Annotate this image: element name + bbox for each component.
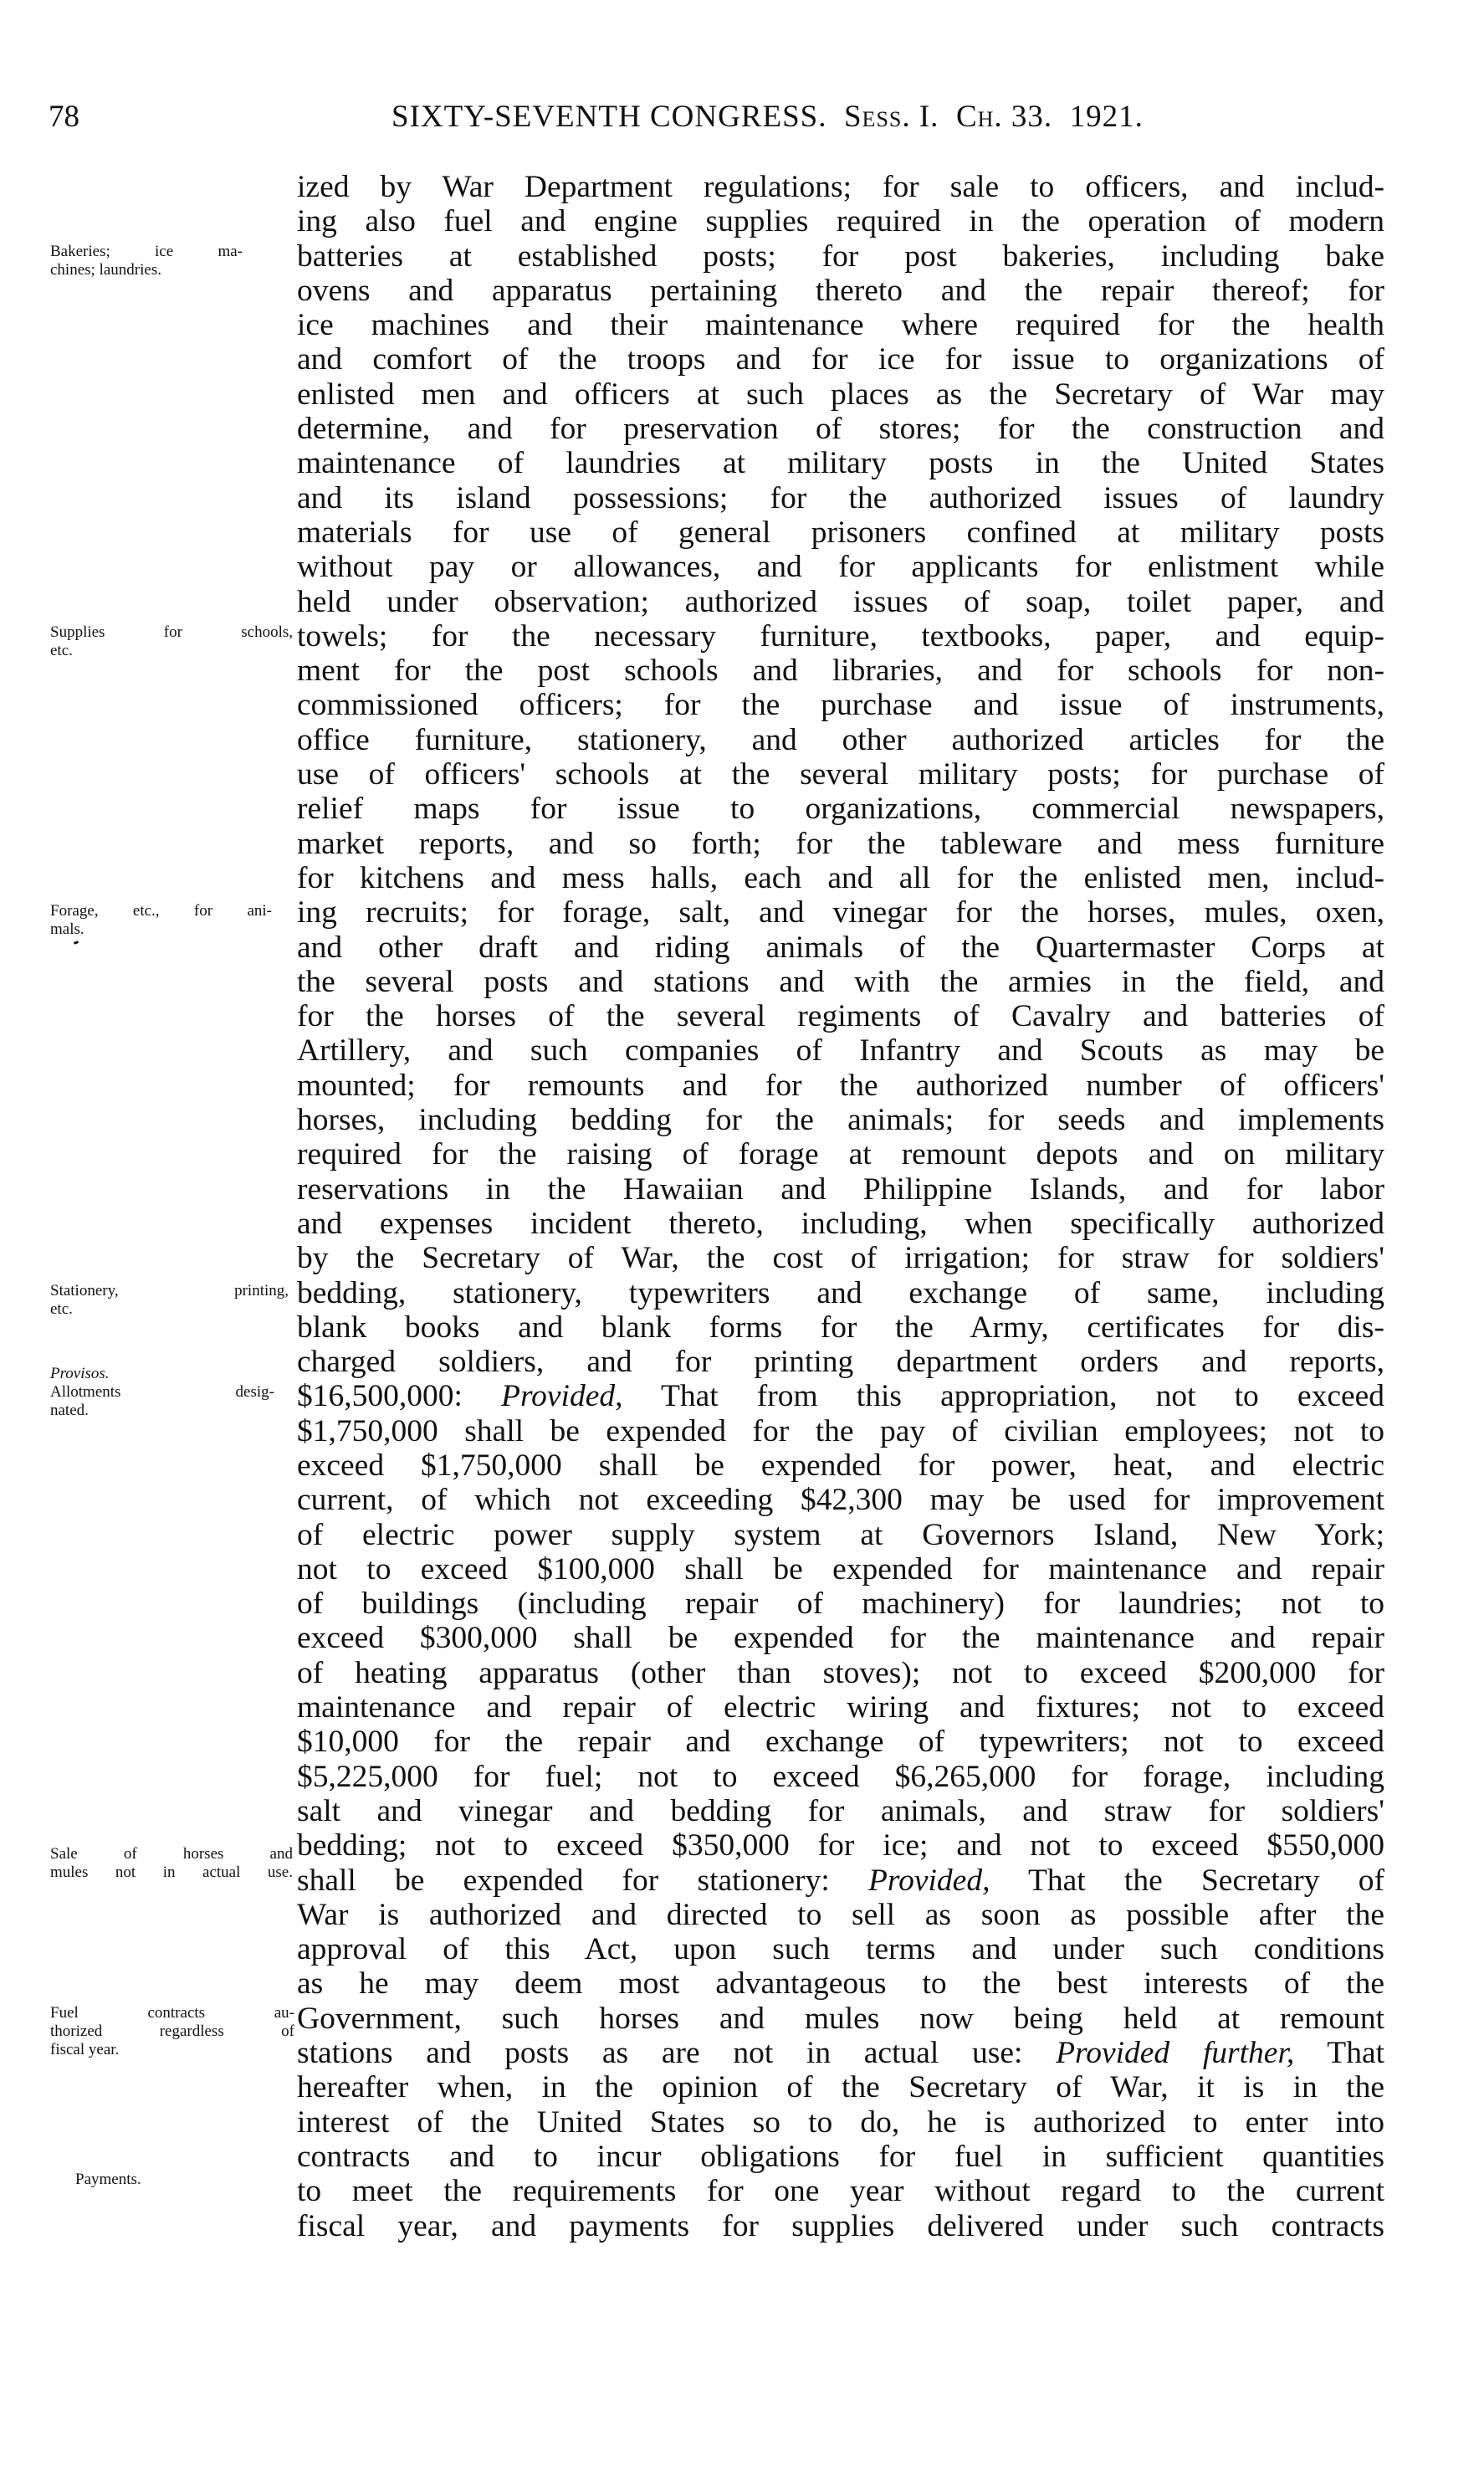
proviso-text: shall be expended for stationery: [297,1863,868,1898]
chapter-label: Ch. 33. [955,100,1053,134]
margin-note-line: Sale of horses and [50,1845,293,1863]
text-line: ing recruits; for forage, salt, and vinegar for the horses, mules, oxen, [297,895,1384,930]
margin-note-allotments [50,1383,274,1420]
text-line: maintenance of laundries at military posts in the United States [297,446,1384,481]
proviso-italic: Provided further, [1056,2036,1295,2071]
margin-note-line: mals. [50,920,84,938]
text-line: blank books and blank forms for the Army, certificates for dis- [297,1310,1384,1345]
text-line: required for the raising of forage at remount depots and on military [297,1137,1384,1172]
margin-note-line: nated. [50,1402,89,1419]
text-line: materials for use of general prisoners confined at military posts [297,515,1384,550]
text-line: enlisted men and officers at such places as the Secretary of War may [297,377,1384,412]
text-line: reservations in the Hawaiian and Philippine Islands, and for labor [297,1171,1384,1207]
session-label: Sess. I. [843,100,939,134]
margin-note-line: Forage, etc., for ani- [50,902,272,920]
text-line: ment for the post schools and libraries, and for schools for non- [297,654,1384,689]
margin-note-stationery [50,1282,289,1319]
body-text [297,170,1384,2243]
text-line: commissioned officers; for the purchase and issue of instruments, [297,688,1384,723]
proviso-text: That [1294,2036,1385,2071]
text-line: relief maps for issue to organizations, commercial newspapers, [297,792,1384,827]
text-line: and comfort of the troops and for ice for issue to organizations of [297,342,1384,377]
proviso-text: That the Secretary of [990,1863,1384,1898]
text-line: by the Secretary of War, the cost of irrigation; for straw for soldiers' [297,1241,1384,1276]
text-line: $5,225,000 for fuel; not to exceed $6,265,000 for forage, including [297,1759,1384,1794]
text-line: for the horses of the several regiments of Cavalry and batteries of [297,999,1384,1034]
header-year: 1921. [1069,100,1144,134]
text-line: charged soldiers, and for printing department orders and reports, [297,1345,1384,1380]
text-line: $10,000 for the repair and exchange of typewriters; not to exceed [297,1725,1384,1760]
text-line: horses, including bedding for the animals; for seeds and implements [297,1103,1384,1138]
text-line: without pay or allowances, and for applicants for enlistment while [297,550,1384,585]
margin-note-forage [50,902,272,939]
text-line: current, of which not exceeding $42,300 may be used for improvement [297,1483,1384,1518]
text-line: held under observation; authorized issues of soap, toilet paper, and [297,584,1384,619]
text-line: hereafter when, in the opinion of the Secretary of War, it is in the [297,2070,1384,2105]
margin-note-line: Bakeries; ice ma- [50,243,243,260]
page-number: 78 [49,100,79,134]
text-line: Government, such horses and mules now being held at remount [297,2001,1384,2036]
text-line: approval of this Act, upon such terms and under such conditions [297,1932,1384,1967]
margin-note-line: Stationery, printing, [50,1282,289,1300]
text-line: Artillery, and such companies of Infantry and Scouts as may be [297,1033,1384,1069]
text-line: the several posts and stations and with the armies in the field, and [297,964,1384,999]
text-line: as he may deem most advantageous to the best interests of the [297,1966,1384,2002]
text-line: bedding, stationery, typewriters and exchange of same, including [297,1275,1384,1310]
margin-note-line: Allotments desig- [50,1383,274,1401]
running-head [391,92,1144,142]
provisos-label: Provisos. [50,1365,110,1382]
text-line: not to exceed $100,000 shall be expended for maintenance and repair [297,1551,1384,1587]
text-line: bedding; not to exceed $350,000 for ice; and not to exceed $550,000 [297,1828,1384,1863]
margin-note-line: Payments. [75,2171,141,2188]
text-line: maintenance and repair of electric wiring and fixtures; not to exceed [297,1690,1384,1725]
text-line: ovens and apparatus pertaining thereto and the repair thereof; for [297,273,1384,308]
proviso-italic: Provided, [868,1863,990,1898]
margin-note-line: etc. [50,1300,73,1318]
proviso-text: That from this appropriation, not to exceed [622,1379,1384,1414]
text-line: of heating apparatus (other than stoves); not to exceed $200,000 for [297,1655,1384,1690]
text-line: mounted; for remounts and for the authorized number of officers' [297,1068,1384,1103]
margin-note-sale [50,1845,293,1882]
text-line: salt and vinegar and bedding for animals, and straw for soldiers' [297,1793,1384,1828]
text-line: of buildings (including repair of machinery) for laundries; not to [297,1587,1384,1622]
proviso-line [297,1863,1384,1898]
text-line: and its island possessions; for the authorized issues of laundry [297,480,1384,515]
running-header [49,92,1387,142]
margin-note-line: Fuel contracts au- [50,2004,294,2022]
text-line: and expenses incident thereto, including, when specifically authorized [297,1206,1384,1241]
text-line: ized by War Department regulations; for sale to officers, and includ- [297,170,1384,204]
text-line: interest of the United States so to do, he is authorized to enter into [297,2104,1384,2140]
text-line: use of officers' schools at the several military posts; for purchase of [297,757,1384,792]
print-speck [74,941,79,945]
proviso-line [297,1379,1384,1413]
margin-note-line: mules not in actual use. [50,1863,293,1881]
proviso-text: $16,500,000: [297,1379,502,1414]
text-line: for kitchens and mess halls, each and all for the enlisted men, includ- [297,860,1384,895]
text-line: determine, and for preservation of stores; for the construction and [297,412,1384,447]
margin-note-line: Supplies for schools, [50,623,293,641]
margin-note-line: fiscal year. [50,2041,120,2058]
margin-note-payments [75,2171,318,2189]
margin-note-line: thorized regardless of [50,2022,294,2040]
text-line: market reports, and so forth; for the tableware and mess furniture [297,826,1384,861]
text-line: fiscal year, and payments for supplies delivered under such contracts [297,2208,1384,2243]
congress-title: SIXTY-SEVENTH CONGRESS. [391,100,827,134]
text-line: exceed $300,000 shall be expended for the maintenance and repair [297,1621,1384,1656]
margin-note-line: chines; laundries. [50,261,161,279]
margin-note-provisos [50,1365,293,1383]
margin-note-line [50,1365,293,1383]
margin-note-supplies [50,623,293,660]
margin-note-fuel [50,2004,294,2059]
margin-note-bakeries [50,243,243,279]
text-line: War is authorized and directed to sell as soon as possible after the [297,1897,1384,1932]
text-line: ing also fuel and engine supplies required in the operation of modern [297,204,1384,239]
text-line: and other draft and riding animals of the Quartermaster Corps at [297,930,1384,965]
text-line: exceed $1,750,000 shall be expended for power, heat, and electric [297,1448,1384,1483]
text-line: towels; for the necessary furniture, textbooks, paper, and equip- [297,618,1384,654]
proviso-text: stations and posts as are not in actual use: [297,2036,1057,2071]
margin-note-line: etc. [50,642,73,659]
text-line: ice machines and their maintenance where required for the health [297,308,1384,343]
text-line: office furniture, stationery, and other authorized articles for the [297,722,1384,757]
text-line: contracts and to incur obligations for fuel in sufficient quantities [297,2139,1384,2174]
proviso-line [297,2036,1384,2070]
text-line: of electric power supply system at Governors Island, New York; [297,1517,1384,1552]
text-line: to meet the requirements for one year without regard to the current [297,2174,1384,2209]
proviso-italic: Provided, [501,1379,623,1414]
text-line: batteries at established posts; for post bakeries, including bake [297,238,1384,274]
text-line: $1,750,000 shall be expended for the pay of civilian employees; not to [297,1413,1384,1448]
